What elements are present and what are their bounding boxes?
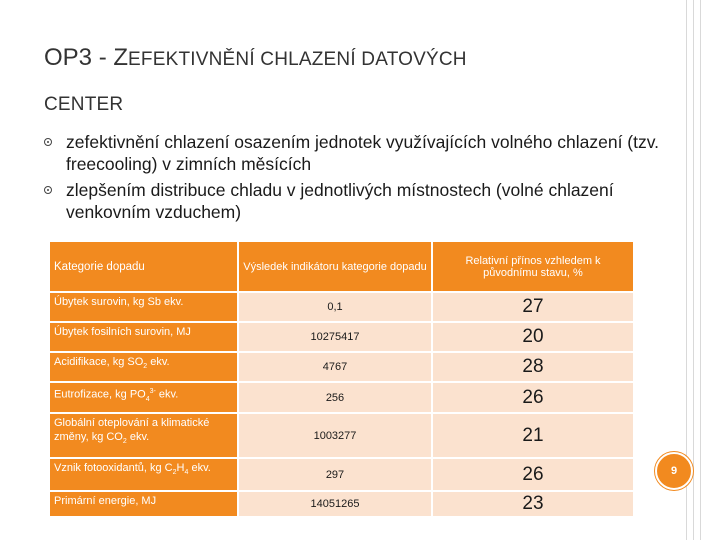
table-row <box>50 458 634 491</box>
decorative-line <box>700 0 701 540</box>
header-relative: Relativní přínos vzhledem k původnímu stavu, % <box>432 242 634 292</box>
impact-table <box>50 242 635 518</box>
cell-relative: 26 <box>432 458 634 491</box>
cell-indicator: 297 <box>238 458 432 491</box>
cell-category: Globální oteplování a klimatické změny, kg $CO_2$ ekv. <box>50 413 238 458</box>
cell-indicator: 0,1 <box>238 292 432 322</box>
cell-relative: 21 <box>432 413 634 458</box>
cell-category: Úbytek surovin, kg Sb ekv. <box>50 292 238 322</box>
cell-indicator: 256 <box>238 382 432 413</box>
table-row <box>50 322 634 352</box>
cell-indicator: 1003277 <box>238 413 432 458</box>
decorative-line <box>693 0 694 540</box>
table-row <box>50 292 634 322</box>
slide-title: OP3 - ZEFEKTIVNĚNÍ CHLAZENÍ DATOVÝCH CENTER <box>44 44 467 115</box>
table-header-row <box>50 242 634 292</box>
table-row <box>50 352 634 382</box>
cell-relative: 23 <box>432 491 634 517</box>
header-category: Kategorie dopadu <box>50 242 238 292</box>
cell-relative: 26 <box>432 382 634 413</box>
bullet-list <box>44 131 674 227</box>
bullet-text: zlepšením distribuce chladu v jednotlivých místnostech (volné chlazení venkovním vzduchem) <box>66 180 614 222</box>
cell-category: Primární energie, MJ <box>50 491 238 517</box>
cell-indicator: 4767 <box>238 352 432 382</box>
cell-category: Acidifikace, kg $SO_2$ ekv. <box>50 352 238 382</box>
bullet-icon <box>44 186 52 194</box>
bullet-text: zefektivnění chlazení osazením jednotek využívajících volného chlazení (tzv. freecooling) v zimních měsících <box>66 132 660 174</box>
table-row <box>50 413 634 458</box>
page-number-badge: 9 <box>655 452 693 490</box>
cell-indicator: 14051265 <box>238 491 432 517</box>
cell-indicator: 10275417 <box>238 322 432 352</box>
cell-category: Úbytek fosilních surovin, MJ <box>50 322 238 352</box>
cell-category: Eutrofizace, kg $PO_4^{3-}$ ekv. <box>50 382 238 413</box>
cell-category: Vznik fotooxidantů, kg $C_2H_4$ ekv. <box>50 458 238 491</box>
bullet-item <box>44 131 674 175</box>
header-indicator: Výsledek indikátoru kategorie dopadu <box>238 242 432 292</box>
table-row <box>50 491 634 517</box>
cell-relative: 27 <box>432 292 634 322</box>
bullet-item <box>44 179 674 223</box>
cell-relative: 28 <box>432 352 634 382</box>
cell-relative: 20 <box>432 322 634 352</box>
table-row <box>50 382 634 413</box>
bullet-icon <box>44 138 52 146</box>
